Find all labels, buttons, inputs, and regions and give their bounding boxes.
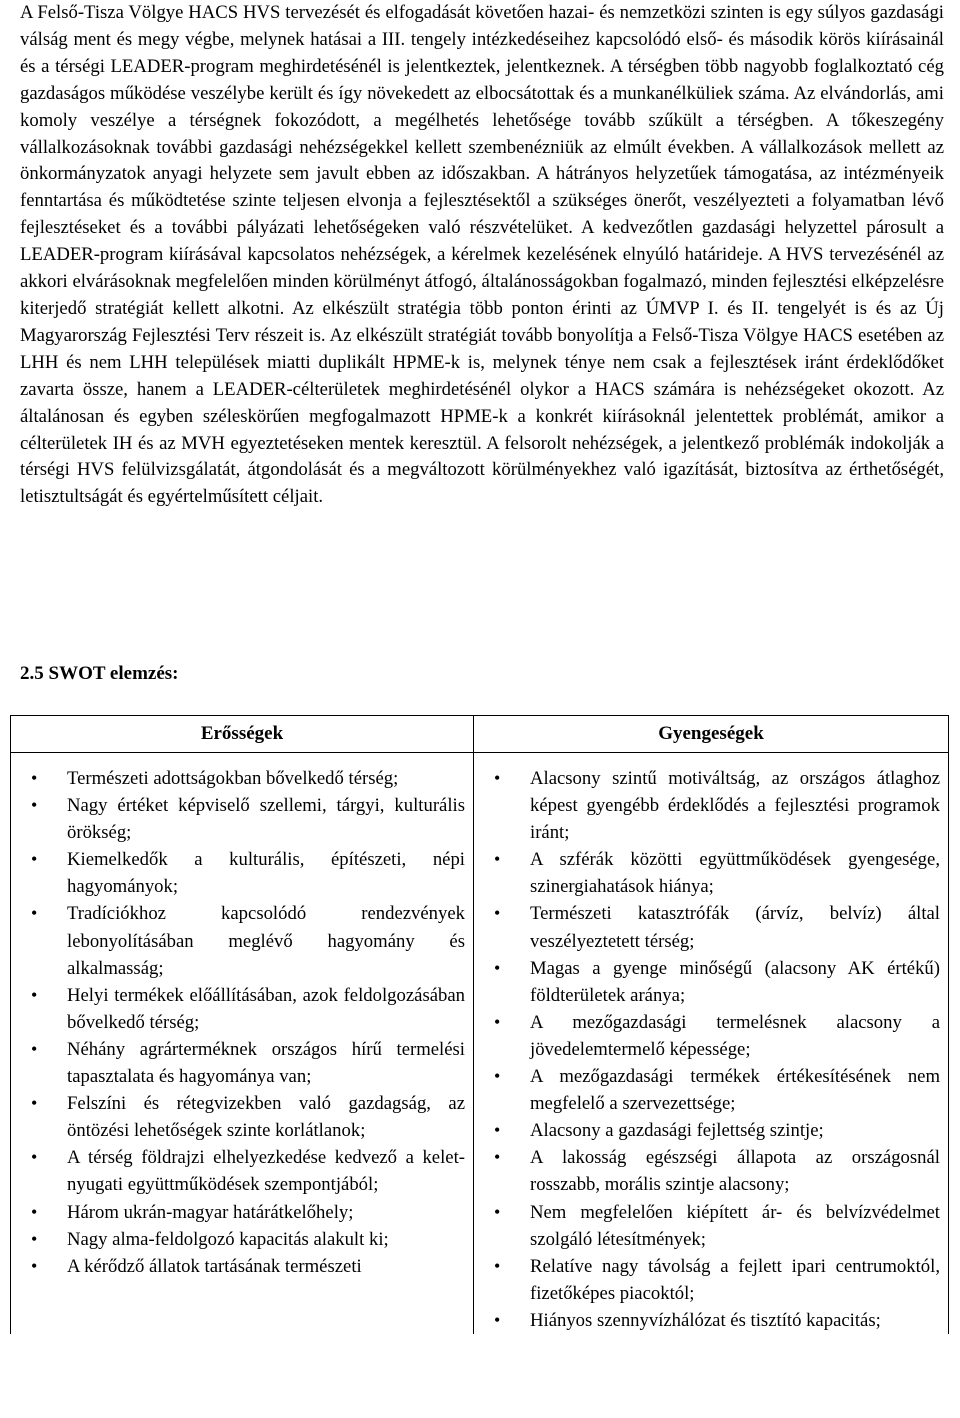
list-item (17, 1090, 465, 1144)
list-item (480, 1063, 940, 1117)
list-item (480, 900, 940, 954)
bullet-icon: • (31, 768, 38, 788)
swot-table (10, 715, 949, 1334)
list-item (480, 1307, 940, 1334)
list-item (480, 1009, 940, 1063)
list-item-text: Magas a gyenge minőségű (alacsony AK értékű) földterületek aránya; (530, 957, 940, 1006)
list-item (480, 955, 940, 1009)
list-item (480, 1117, 940, 1144)
bullet-icon: • (31, 984, 38, 1005)
list-item-text: Néhány agrárterméknek országos hírű termelési tapasztalata és hagyománya van; (67, 1038, 465, 1088)
list-item (17, 1144, 465, 1198)
bullet-icon: • (494, 1201, 501, 1222)
list-item (17, 982, 465, 1036)
list-item (480, 846, 940, 900)
list-item-text: A szférák közötti együttműködések gyengesége, szinergiahatások hiánya; (530, 849, 940, 898)
list-item-text: Hiányos szennyvízhálózat és tisztító kapacitás; (530, 1309, 881, 1331)
list-item (17, 846, 465, 900)
bullet-icon: • (31, 1228, 38, 1249)
list-item (17, 1036, 465, 1090)
bullet-icon: • (31, 1201, 38, 1222)
list-item-text: Helyi termékek előállításában, azok feldolgozásában bővelkedő térség; (67, 984, 465, 1033)
list-item-text: Természeti katasztrófák (árvíz, belvíz) által veszélyeztetett térség; (530, 903, 940, 952)
list-item (17, 1226, 465, 1253)
list-item-text: A térség földrajzi elhelyezkedése kedvező a kelet-nyugati együttműködések szempontjából; (67, 1147, 465, 1196)
list-item (17, 900, 465, 981)
intro-paragraph: A Felső-Tisza Völgye HACS HVS tervezését és elfogadását követően hazai- és nemzetközi szinten is egy súlyos gazdasági válság ment és megy végbe, melynek hatásai a III. tengely intézkedéseihez kapcsolódó első- és második körös kiírásainál és a térségi LEADER-program meghirdetésénél is jelentkeztek, jelentkeznek. A térségben több nagyobb foglalkoztató cég gazdaságos működése veszélybe került és így növekedett az elbocsátottak és a munkanélküliek száma. Az elvándorlás, ami komoly veszélye a térségnek fokozódott, a megélhetés lehetősége tovább szűkült a térségben. A tőkeszegény vállalkozásoknak további gazdasági nehézségekkel kellett szembenézniük az elmúlt években. A vállalkozások mellett az önkormányzatok anyagi helyzete sem javult ebben az időszakban. A hátrányos helyzetűek támogatása, az intézményeik fenntartása és működtetése szinte teljesen elvonja a fejlesztésektől a szükséges önerőt, veszélyezteti a folyamatban lévő fejlesztéseket és a további pályázati lehetőségeken való részvételüket. A kedvezőtlen gazdasági helyzettel párosult a LEADER-program kiírásával kapcsolatos nehézségek, a kérelmek kezelésének elnyúló határideje. A HVS tervezésénél az akkori elvárásoknak megfelelően minden körülményt átfogó, általánosságokban fogalmazó, minden fejlesztési elképzelésre kiterjedő stratégiát kellett alkotni. Az elkészült stratégia több ponton érinti az ÚMVP I. és II. tengelyét is és az Új Magyarország Fejlesztési Terv részeit is. Az elkészült stratégiát tovább bonyolítja a Felső-Tisza Völgye HACS esetében az LHH és nem LHH települések miatti duplikált HPME-k is, melynek ténye nem csak a fejlesztések iránt érdeklődőket zavarta össze, hanem a LEADER-célterületek meghirdetésénél olykor a HACS számára is nehézségeket okozott. Az általánosan és egyben széleskörűen megfogalmazott HPME-k a konkrét kiírásoknál jelentettek problémát, amikor a célterületek IH és az MVH egyeztetéseken mentek keresztül. A felsorolt nehézségek, a jelentkező problémák indokolják a térségi HVS felülvizsgálatát, átgondolását és a megváltozott körülményekhez való igazítását, biztosítva az érthetőségét, letisztultságát és egyértelműsített céljait. (20, 2, 944, 508)
list-item-text: A lakosság egészségi állapota az országosnál rosszabb, morális szintje alacsony; (530, 1147, 940, 1196)
swot-header-row (11, 716, 949, 753)
strengths-list (11, 753, 473, 1280)
list-item-text: A mezőgazdasági termelésnek alacsony a jövedelemtermelő képessége; (530, 1011, 940, 1060)
bullet-icon: • (31, 903, 38, 924)
list-item (17, 765, 465, 792)
list-item (17, 1199, 465, 1226)
list-item-text: Három ukrán-magyar határátkelőhely; (67, 1201, 354, 1223)
list-item-text: Alacsony szintű motiváltság, az országos átlaghoz képest gyengébb érdeklődés a fejlesztési programok iránt; (530, 768, 940, 844)
bullet-icon: • (31, 849, 38, 870)
list-item (480, 1253, 940, 1307)
bullet-icon: • (31, 1255, 38, 1276)
list-item-text: Felszíni és rétegvizekben való gazdagság, az öntözési lehetőségek szinte korlátlanok; (67, 1093, 465, 1142)
bullet-icon: • (494, 768, 501, 788)
document-page (20, 0, 944, 684)
bullet-icon: • (494, 1120, 501, 1141)
bullet-icon: • (494, 849, 501, 870)
weaknesses-cell (474, 753, 949, 1334)
bullet-icon: • (494, 1309, 501, 1330)
bullet-icon: • (494, 1011, 501, 1032)
list-item-text: Alacsony a gazdasági fejlettség szintje; (530, 1120, 824, 1142)
weaknesses-header: Gyengeségek (474, 716, 949, 753)
bullet-icon: • (31, 1093, 38, 1114)
section-heading: 2.5 SWOT elemzés: (20, 663, 179, 684)
list-item (480, 1199, 940, 1253)
list-item-text: Tradíciókhoz kapcsolódó rendezvények lebonyolításában meglévő hagyomány és alkalmasság; (67, 903, 465, 979)
swot-body-row (11, 753, 949, 1334)
bullet-icon: • (494, 903, 501, 924)
list-item (480, 765, 940, 846)
strengths-cell (11, 753, 474, 1334)
list-item-text: Nagy értéket képviselő szellemi, tárgyi, kulturális örökség; (67, 795, 465, 844)
weaknesses-list (474, 753, 948, 1334)
bullet-icon: • (494, 957, 501, 978)
list-item-text: A kérődző állatok tartásának természeti (67, 1255, 362, 1277)
list-item (17, 792, 465, 846)
bullet-icon: • (494, 1066, 501, 1087)
bullet-icon: • (31, 1147, 38, 1168)
list-item-text: Természeti adottságokban bővelkedő térség; (67, 768, 399, 789)
list-item-text: A mezőgazdasági termékek értékesítésének nem megfelelő a szervezettsége; (530, 1066, 940, 1115)
bullet-icon: • (494, 1147, 501, 1168)
list-item-text: Kiemelkedők a kulturális, építészeti, népi hagyományok; (67, 849, 465, 898)
bullet-icon: • (494, 1255, 501, 1276)
bullet-icon: • (31, 795, 38, 816)
bullet-icon: • (31, 1038, 38, 1059)
list-item-text: Relatíve nagy távolság a fejlett ipari centrumoktól, fizetőképes piacoktól; (530, 1255, 940, 1304)
list-item (17, 1253, 465, 1280)
list-item-text: Nem megfelelően kiépített ár- és belvízvédelmet szolgáló létesítmények; (530, 1201, 940, 1250)
strengths-header: Erősségek (11, 716, 474, 753)
list-item (480, 1144, 940, 1198)
list-item-text: Nagy alma-feldolgozó kapacitás alakult ki; (67, 1228, 389, 1250)
